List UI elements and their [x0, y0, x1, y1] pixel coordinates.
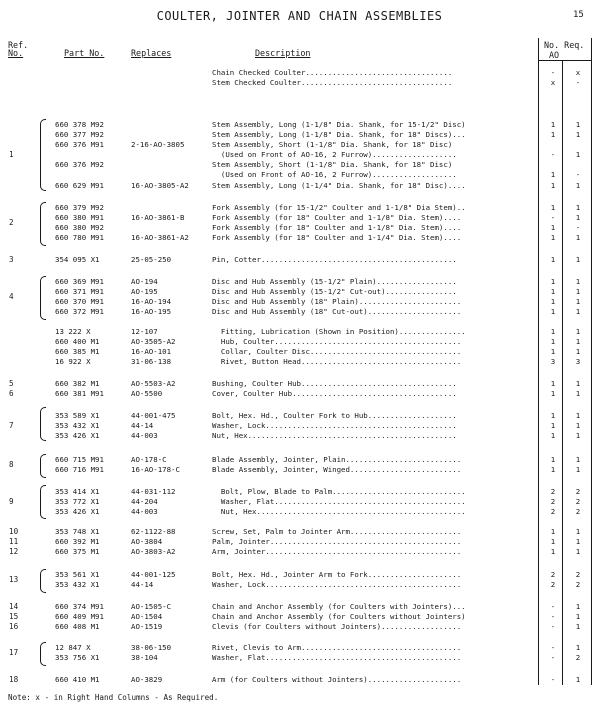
qty-ao: 2: [550, 507, 556, 516]
replaces-value: 44-14: [131, 421, 154, 430]
qty-req: -: [575, 170, 581, 179]
qty-req: 1: [575, 307, 581, 316]
qty-req: 1: [575, 327, 581, 336]
part-number: 353 414 X1: [55, 487, 100, 496]
ref-number: 1: [9, 150, 14, 159]
qty-ao: -: [550, 602, 556, 611]
replaces-value: 38-104: [131, 653, 158, 662]
ref-number: 11: [9, 537, 19, 546]
description-text: Disc and Hub Assembly (18" Cut-out).....................: [212, 307, 462, 316]
footnote: Note: x - in Right Hand Columns - As Required.: [8, 693, 219, 702]
replaces-value: 44-003: [131, 431, 158, 440]
qty-req: 1: [575, 389, 581, 398]
part-number: 660 374 M91: [55, 602, 104, 611]
table-row: [0, 389, 599, 399]
description-text: Disc and Hub Assembly (15-1/2" Cut-out)................: [212, 287, 457, 296]
replaces-value: AO-1504: [131, 612, 163, 621]
table-row: [0, 547, 599, 557]
part-number: 660 379 M92: [55, 203, 104, 212]
table-row: [0, 487, 599, 497]
description-text: Stem Assembly, Short (1-1/8" Dia. Shank, for 18" Disc): [212, 140, 453, 149]
ref-number: 13: [9, 575, 19, 584]
description-text: Fitting, Lubrication (Shown in Position)...............: [212, 327, 466, 336]
part-number: 660 780 M91: [55, 233, 104, 242]
header-part-no: Part No.: [64, 48, 105, 58]
replaces-value: 16-AO-3805-A2: [131, 181, 189, 190]
ref-number: 17: [9, 648, 19, 657]
ref-number: 10: [9, 527, 19, 536]
group-bracket: [40, 202, 46, 246]
qty-ao: 1: [550, 547, 556, 556]
qty-ao: 1: [550, 120, 556, 129]
description-text: Arm (for Coulters without Jointers).....................: [212, 675, 462, 684]
qty-req: 1: [575, 213, 581, 222]
group-bracket: [40, 407, 46, 441]
table-row: [0, 307, 599, 317]
replaces-value: AO-1505-C: [131, 602, 172, 611]
qty-req: 1: [575, 233, 581, 242]
ref-number: 7: [9, 421, 14, 430]
table-row: [0, 465, 599, 475]
part-number: 353 748 X1: [55, 527, 100, 536]
part-number: 353 426 X1: [55, 431, 100, 440]
ref-number: 12: [9, 547, 19, 556]
table-row: [0, 675, 599, 685]
qty-ao: 1: [550, 337, 556, 346]
qty-req: 1: [575, 431, 581, 440]
qty-req: 1: [575, 602, 581, 611]
description-text: (Used on Front of AO-16, 2 Furrow)...................: [212, 170, 457, 179]
qty-ao: 1: [550, 170, 556, 179]
qty-ao: 1: [550, 223, 556, 232]
replaces-value: AO-3829: [131, 675, 163, 684]
qty-req: 1: [575, 297, 581, 306]
description-text: Cover, Coulter Hub.....................................: [212, 389, 457, 398]
replaces-value: 44-001-125: [131, 570, 176, 579]
part-number: 660 629 M91: [55, 181, 104, 190]
qty-req: 1: [575, 455, 581, 464]
qty-ao: 1: [550, 455, 556, 464]
table-row: [0, 612, 599, 622]
description-text: Stem Assembly, Long (1-1/8" Dia. Shank, for 18" Discs)...: [212, 130, 466, 139]
header-rule: [538, 60, 592, 61]
qty-req: 1: [575, 120, 581, 129]
description-text: Collar, Coulter Disc..................................: [212, 347, 462, 356]
header-description: Description: [255, 48, 311, 58]
ref-number: 16: [9, 622, 19, 631]
description-text: Washer, Lock...........................................: [212, 421, 457, 430]
replaces-value: 25-05-250: [131, 255, 172, 264]
ref-number: 3: [9, 255, 14, 264]
part-number: 660 716 M91: [55, 465, 104, 474]
table-row: [0, 203, 599, 213]
table-row: [0, 337, 599, 347]
replaces-value: 44-001-475: [131, 411, 176, 420]
description-text: Pin, Cotter............................................: [212, 255, 457, 264]
qty-ao: 1: [550, 277, 556, 286]
replaces-value: AO-5503-A2: [131, 379, 176, 388]
replaces-value: AO-195: [131, 287, 158, 296]
description-text: Fork Assembly (for 18" Coulter and 1-1/8" Dia. Stem)....: [212, 223, 462, 232]
ref-number: 18: [9, 675, 19, 684]
page-number: 15: [573, 10, 584, 20]
description-text: Rivet, Button Head....................................: [212, 357, 462, 366]
table-row: [0, 643, 599, 653]
description-text: Clevis (for Coulters without Jointers)..................: [212, 622, 462, 631]
description-text: Bolt, Hex. Hd., Jointer Arm to Fork.....................: [212, 570, 462, 579]
qty-ao: 1: [550, 537, 556, 546]
qty-ao: -: [550, 150, 556, 159]
description-text: Hub, Coulter..........................................: [212, 337, 462, 346]
part-number: 660 380 M92: [55, 223, 104, 232]
ref-number: 9: [9, 497, 14, 506]
part-number: 16 922 X: [55, 357, 91, 366]
description-text: Palm, Jointer...........................................: [212, 537, 462, 546]
qty-ao: 1: [550, 465, 556, 474]
part-number: 660 370 M91: [55, 297, 104, 306]
description-text: Rivet, Clevis to Arm....................................: [212, 643, 462, 652]
replaces-value: 2-16-AO-3805: [131, 140, 185, 149]
part-number: 660 408 M1: [55, 622, 100, 631]
qty-ao: x: [550, 78, 556, 87]
description-text: (Used on Front of AO-16, 2 Furrow)...................: [212, 150, 457, 159]
ref-number: 8: [9, 460, 14, 469]
part-number: 660 371 M91: [55, 287, 104, 296]
table-row: [0, 570, 599, 580]
qty-req: 2: [575, 653, 581, 662]
table-row: [0, 527, 599, 537]
part-number: 660 375 M1: [55, 547, 100, 556]
qty-ao: 2: [550, 487, 556, 496]
part-number: 660 378 M92: [55, 120, 104, 129]
replaces-value: 16-AO-178-C: [131, 465, 180, 474]
part-number: 353 426 X1: [55, 507, 100, 516]
qty-req: 2: [575, 507, 581, 516]
replaces-value: AO-178-C: [131, 455, 167, 464]
qty-req: 1: [575, 337, 581, 346]
group-bracket: [40, 276, 46, 320]
table-row: [0, 357, 599, 367]
group-bracket: [40, 454, 46, 478]
group-bracket: [40, 119, 46, 191]
qty-req: -: [575, 223, 581, 232]
part-number: 353 432 X1: [55, 421, 100, 430]
description-text: Chain and Anchor Assembly (for Coulters with Jointers)...: [212, 602, 466, 611]
qty-ao: 1: [550, 431, 556, 440]
group-bracket: [40, 642, 46, 666]
qty-req: 1: [575, 643, 581, 652]
qty-ao: 1: [550, 130, 556, 139]
replaces-value: AO-194: [131, 277, 158, 286]
qty-req: 1: [575, 379, 581, 388]
replaces-value: AO-3505-A2: [131, 337, 176, 346]
description-text: Screw, Set, Palm to Jointer Arm.........................: [212, 527, 462, 536]
description-text: Disc and Hub Assembly (15-1/2" Plain)..................: [212, 277, 457, 286]
qty-ao: 1: [550, 389, 556, 398]
qty-ao: 2: [550, 580, 556, 589]
description-text: Bolt, Hex. Hd., Coulter Fork to Hub....................: [212, 411, 457, 420]
part-number: 354 095 X1: [55, 255, 100, 264]
table-row: [0, 287, 599, 297]
part-number: 660 380 M91: [55, 213, 104, 222]
table-row: [0, 379, 599, 389]
table-row: [0, 411, 599, 421]
table-row: [0, 213, 599, 223]
part-number: 353 432 X1: [55, 580, 100, 589]
qty-ao: 2: [550, 497, 556, 506]
qty-ao: -: [550, 675, 556, 684]
description-text: Stem Assembly, Long (1-1/8" Dia. Shank, for 15-1/2" Disc): [212, 120, 466, 129]
qty-ao: 2: [550, 570, 556, 579]
part-number: 660 381 M91: [55, 389, 104, 398]
table-row: [0, 653, 599, 663]
qty-req: 1: [575, 675, 581, 684]
description-text: Fork Assembly (for 18" Coulter and 1-1/8" Dia. Stem)....: [212, 213, 462, 222]
replaces-value: 12-107: [131, 327, 158, 336]
ref-number: 5: [9, 379, 14, 388]
replaces-value: 44-031-112: [131, 487, 176, 496]
part-number: 353 589 X1: [55, 411, 100, 420]
part-number: 660 385 M1: [55, 347, 100, 356]
part-number: 12 847 X: [55, 643, 91, 652]
ref-number: 15: [9, 612, 19, 621]
replaces-value: 16-AO-3861-A2: [131, 233, 189, 242]
qty-req: 1: [575, 421, 581, 430]
description-text: Chain and Anchor Assembly (for Coulters without Jointers): [212, 612, 466, 621]
qty-req: 1: [575, 622, 581, 631]
description-text: Bolt, Plow, Blade to Palm..............................: [212, 487, 466, 496]
table-row: [0, 347, 599, 357]
part-number: 660 715 M91: [55, 455, 104, 464]
qty-req: 2: [575, 487, 581, 496]
table-row: [0, 421, 599, 431]
ref-number: 6: [9, 389, 14, 398]
qty-req: 1: [575, 612, 581, 621]
replaces-value: 16-AO-3861-B: [131, 213, 185, 222]
replaces-value: 44-204: [131, 497, 158, 506]
group-bracket: [40, 485, 46, 519]
qty-req: 1: [575, 411, 581, 420]
description-text: Fork Assembly (for 15-1/2" Coulter and 1-1/8" Dia Stem)..: [212, 203, 466, 212]
header-replaces: Replaces: [131, 48, 172, 58]
replaces-value: 44-14: [131, 580, 154, 589]
description-text: Nut, Hex...............................................: [212, 507, 466, 516]
qty-req: 1: [575, 277, 581, 286]
table-row: [0, 170, 599, 180]
qty-ao: -: [550, 68, 556, 77]
replaces-value: AO-1519: [131, 622, 163, 631]
part-number: 660 392 M1: [55, 537, 100, 546]
qty-req: 1: [575, 181, 581, 190]
description-text: Blade Assembly, Jointer, Plain..........................: [212, 455, 462, 464]
qty-ao: 1: [550, 379, 556, 388]
part-number: 660 372 M91: [55, 307, 104, 316]
qty-ao: 1: [550, 421, 556, 430]
header-ref-bottom: No.: [8, 48, 24, 58]
part-number: 353 561 X1: [55, 570, 100, 579]
qty-req: 1: [575, 547, 581, 556]
qty-ao: 1: [550, 527, 556, 536]
replaces-value: AO-5500: [131, 389, 163, 398]
description-text: Bushing, Coulter Hub...................................: [212, 379, 457, 388]
qty-req: 1: [575, 527, 581, 536]
table-row: [0, 455, 599, 465]
description-text: Nut, Hex...............................................: [212, 431, 457, 440]
table-row: [0, 130, 599, 140]
qty-ao: 1: [550, 181, 556, 190]
replaces-value: 38-06-150: [131, 643, 172, 652]
table-row: [0, 120, 599, 130]
table-row: [0, 255, 599, 265]
qty-req: 1: [575, 287, 581, 296]
part-number: 353 756 X1: [55, 653, 100, 662]
qty-ao: 1: [550, 347, 556, 356]
table-row: [0, 150, 599, 160]
table-row: [0, 160, 599, 170]
qty-req: 2: [575, 497, 581, 506]
description-text: Chain Checked Coulter.................................: [212, 68, 453, 77]
description-text: Stem Assembly, Long (1-1/4" Dia. Shank, for 18" Disc)....: [212, 181, 466, 190]
ref-number: 2: [9, 218, 14, 227]
table-row: [0, 78, 599, 88]
description-text: Fork Assembly (for 18" Coulter and 1-1/4" Dia. Stem)....: [212, 233, 462, 242]
qty-req: 3: [575, 357, 581, 366]
table-row: [0, 497, 599, 507]
part-number: 660 369 M91: [55, 277, 104, 286]
replaces-value: AO-3803-A2: [131, 547, 176, 556]
table-row: [0, 140, 599, 150]
table-row: [0, 233, 599, 243]
part-number: 353 772 X1: [55, 497, 100, 506]
qty-req: 1: [575, 347, 581, 356]
table-row: [0, 580, 599, 590]
qty-ao: 1: [550, 287, 556, 296]
part-number: 660 410 M1: [55, 675, 100, 684]
part-number: 13 222 X: [55, 327, 91, 336]
table-row: [0, 277, 599, 287]
description-text: Blade Assembly, Jointer, Winged.........................: [212, 465, 462, 474]
table-row: [0, 181, 599, 191]
ref-number: 4: [9, 292, 14, 301]
replaces-value: 31-06-138: [131, 357, 172, 366]
qty-ao: -: [550, 653, 556, 662]
table-row: [0, 327, 599, 337]
table-row: [0, 223, 599, 233]
qty-req: x: [575, 68, 581, 77]
description-text: Washer, Flat...........................................: [212, 497, 466, 506]
description-text: Arm, Jointer............................................: [212, 547, 462, 556]
page-title: COULTER, JOINTER AND CHAIN ASSEMBLIES: [156, 9, 443, 23]
qty-ao: 1: [550, 203, 556, 212]
qty-ao: 1: [550, 233, 556, 242]
qty-req: 1: [575, 203, 581, 212]
qty-req: 2: [575, 580, 581, 589]
replaces-value: 16-AO-194: [131, 297, 172, 306]
description-text: Stem Checked Coulter..................................: [212, 78, 453, 87]
table-row: [0, 297, 599, 307]
part-number: 660 409 M91: [55, 612, 104, 621]
description-text: Washer, Flat............................................: [212, 653, 462, 662]
qty-ao: -: [550, 643, 556, 652]
part-number: 660 377 M92: [55, 130, 104, 139]
replaces-value: 44-003: [131, 507, 158, 516]
part-number: 660 376 M92: [55, 160, 104, 169]
qty-ao: 1: [550, 411, 556, 420]
description-text: Disc and Hub Assembly (18" Plain).......................: [212, 297, 462, 306]
qty-ao: -: [550, 622, 556, 631]
replaces-value: AO-3804: [131, 537, 163, 546]
ref-number: 14: [9, 602, 19, 611]
table-row: [0, 431, 599, 441]
replaces-value: 16-AO-101: [131, 347, 172, 356]
header-no-req: No. Req.: [544, 40, 585, 50]
qty-ao: 1: [550, 307, 556, 316]
part-number: 660 376 M91: [55, 140, 104, 149]
table-row: [0, 602, 599, 612]
description-text: Stem Assembly, Short (1-1/8" Dia. Shank, for 18" Disc): [212, 160, 453, 169]
qty-req: 1: [575, 255, 581, 264]
qty-ao: -: [550, 213, 556, 222]
part-number: 660 400 M1: [55, 337, 100, 346]
qty-ao: 1: [550, 297, 556, 306]
table-row: [0, 622, 599, 632]
qty-ao: -: [550, 612, 556, 621]
description-text: Washer, Lock............................................: [212, 580, 462, 589]
header-ao: AO: [549, 50, 560, 60]
group-bracket: [40, 569, 46, 593]
qty-ao: 1: [550, 255, 556, 264]
qty-req: 1: [575, 150, 581, 159]
qty-req: 1: [575, 465, 581, 474]
qty-req: 2: [575, 570, 581, 579]
table-row: [0, 68, 599, 78]
qty-ao: 1: [550, 327, 556, 336]
qty-ao: 3: [550, 357, 556, 366]
qty-req: 1: [575, 130, 581, 139]
part-number: 660 382 M1: [55, 379, 100, 388]
replaces-value: 16-AO-195: [131, 307, 172, 316]
table-row: [0, 537, 599, 547]
qty-req: 1: [575, 537, 581, 546]
replaces-value: 62-1122-88: [131, 527, 176, 536]
qty-req: -: [575, 78, 581, 87]
header-ref-top: Ref.: [8, 40, 29, 50]
table-row: [0, 507, 599, 517]
